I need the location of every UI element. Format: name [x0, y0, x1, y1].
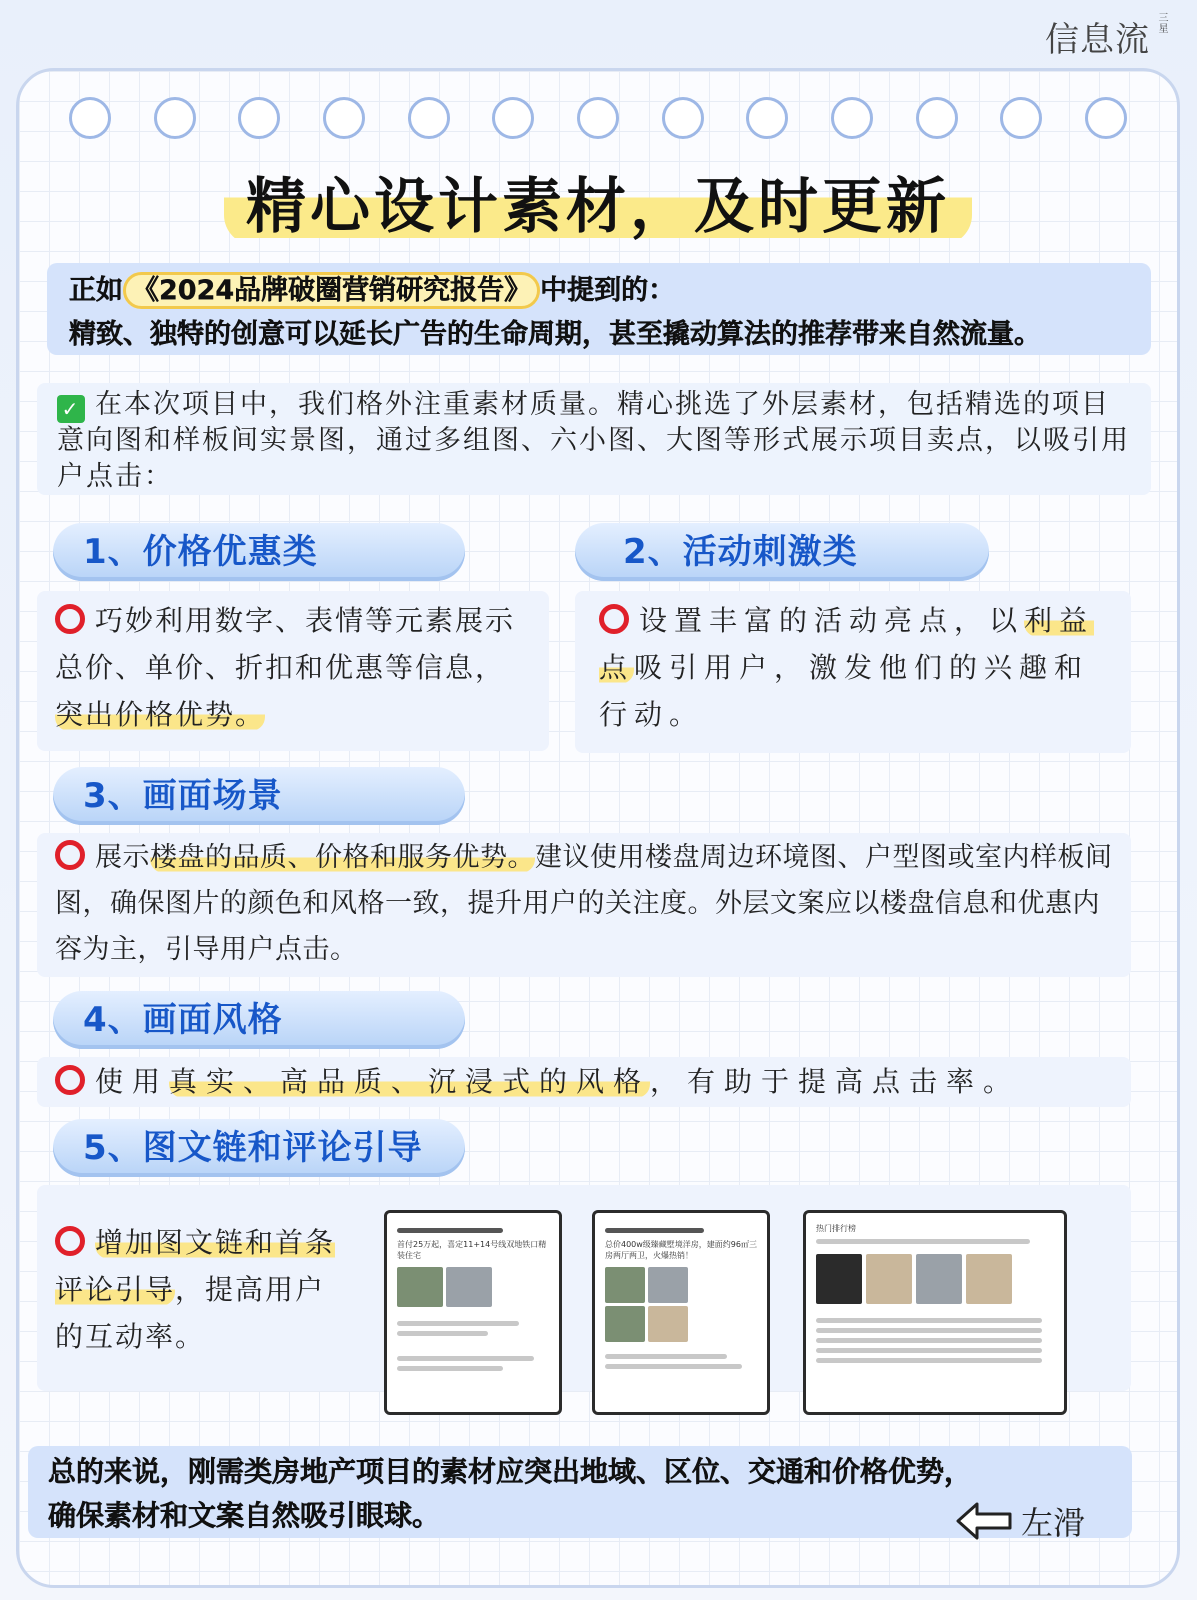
- shot-image: [605, 1267, 645, 1303]
- summary-line-2: 确保素材和文案自然吸引眼球。: [48, 1499, 441, 1532]
- report-title: 《2024品牌破圈营销研究报告》: [123, 272, 540, 309]
- ring-icon: [408, 97, 450, 139]
- section-4-box: [37, 1057, 1131, 1107]
- quote-line-2: 精致、独特的创意可以延长广告的生命周期，甚至撬动算法的推荐带来自然流量。: [69, 319, 1041, 350]
- ring-icon: [323, 97, 365, 139]
- shot-header-line: [397, 1228, 503, 1233]
- section-2-text-b: 吸引用户，激发他们的兴趣和行动。: [599, 651, 1090, 731]
- section-2-box: [575, 591, 1131, 753]
- shot-caption: 首付25万起，喜定11+14号线双地铁口精装住宅: [397, 1240, 547, 1260]
- quote-suffix: 中提到的：: [540, 275, 676, 306]
- red-circle-icon: [55, 840, 85, 870]
- swipe-hint[interactable]: [955, 1498, 1085, 1544]
- shot-image: [605, 1306, 645, 1342]
- ring-icon: [1085, 97, 1127, 139]
- red-circle-icon: [55, 1065, 85, 1095]
- ring-icon: [238, 97, 280, 139]
- shot-line: [397, 1356, 534, 1361]
- red-circle-icon: [55, 604, 85, 634]
- shot-header-line: [605, 1228, 704, 1233]
- section-1-box: [37, 591, 549, 751]
- section-5-text: [55, 1219, 335, 1360]
- ring-icon: [154, 97, 196, 139]
- section-2-text-a: 设置丰富的活动亮点，以: [639, 604, 1025, 637]
- section-5-text-b: ，提高用户的互动率。: [55, 1273, 326, 1353]
- shot-line: [605, 1354, 727, 1359]
- shot-line: [397, 1321, 519, 1326]
- summary-line-1: 总的来说，刚需类房地产项目的素材应突出地域、区位、交通和价格优势，: [48, 1455, 973, 1488]
- red-circle-icon: [599, 604, 629, 634]
- shot-image: [916, 1254, 962, 1304]
- page-title: [19, 159, 1177, 245]
- shot-caption: 总价400w级臻藏墅境洋房，建面约96㎡三房两厅两卫，火爆热销！: [605, 1240, 757, 1260]
- ring-icon: [1000, 97, 1042, 139]
- feed-screenshot-2: [592, 1210, 770, 1415]
- shot-line: [816, 1328, 1042, 1333]
- shot-images: [605, 1267, 757, 1303]
- shot-line: [605, 1364, 742, 1369]
- feed-screenshot-3: [803, 1210, 1067, 1415]
- shot-image: [446, 1267, 492, 1307]
- shot-image: [648, 1306, 688, 1342]
- section-3-heading: 3、画面场景: [53, 767, 465, 825]
- shot-line: [397, 1366, 503, 1371]
- section-3-box: [37, 833, 1131, 977]
- ring-icon: [831, 97, 873, 139]
- feed-screenshot-1: [384, 1210, 562, 1415]
- brand-sub: 三星: [1156, 12, 1167, 34]
- binder-rings: [69, 97, 1127, 139]
- shot-line: [816, 1358, 1042, 1363]
- shot-line: [397, 1331, 488, 1336]
- shot-images: [816, 1254, 1054, 1304]
- section-1-text: 巧妙利用数字、表情等元素展示总价、单价、折扣和优惠等信息，: [55, 604, 516, 684]
- quote-prefix: 正如: [69, 275, 123, 306]
- section-1-highlight: 突出价格优势。: [55, 698, 266, 731]
- swipe-label: 左滑: [1020, 1504, 1085, 1542]
- shot-line: [816, 1348, 1042, 1353]
- section-5-heading: 5、图文链和评论引导: [53, 1119, 465, 1177]
- ring-icon: [492, 97, 534, 139]
- quote-line-1: [69, 269, 1129, 313]
- section-5-highlight: 增加图文链和首条评论引导: [55, 1226, 336, 1306]
- shot-image: [816, 1254, 862, 1304]
- shot-line: [816, 1318, 1042, 1323]
- red-circle-icon: [55, 1226, 85, 1256]
- shot-line: [816, 1239, 1030, 1244]
- intro-text: 在本次项目中，我们格外注重素材质量。精心挑选了外层素材，包括精选的项目意向图和样板间实景图，通过多组图、六小图、大图等形式展示项目卖点，以吸引用户点击：: [57, 389, 1130, 492]
- shot-image: [866, 1254, 912, 1304]
- shot-image: [397, 1267, 443, 1307]
- page-title-text: 精心设计素材，及时更新: [224, 159, 972, 245]
- ring-icon: [746, 97, 788, 139]
- ring-icon: [69, 97, 111, 139]
- section-4-highlight: 真实、高品质、沉浸式的风格: [169, 1065, 651, 1098]
- shot-caption: 热门排行榜: [816, 1224, 856, 1233]
- section-4-text-b: ，有助于提高点击率。: [650, 1065, 1021, 1098]
- shot-images: [605, 1306, 757, 1342]
- brand-name: 信息流: [1045, 20, 1150, 60]
- shot-line: [816, 1338, 1042, 1343]
- shot-image: [966, 1254, 1012, 1304]
- quote-block: [47, 263, 1151, 355]
- section-3-highlight: 楼盘的品质、价格和服务优势。: [150, 842, 535, 873]
- section-2-highlight: 利益点: [599, 604, 1095, 684]
- brand-logo: [1045, 12, 1169, 61]
- arrow-left-icon: [955, 1501, 1013, 1541]
- section-1-heading: 1、价格优惠类: [53, 523, 465, 581]
- section-4-text-a: 使用: [95, 1065, 170, 1098]
- section-3-text-a: 展示: [95, 842, 150, 873]
- checkmark-icon: ✓: [57, 395, 85, 423]
- ring-icon: [916, 97, 958, 139]
- section-2-heading: 2、活动刺激类: [575, 523, 989, 581]
- shot-images: [397, 1267, 549, 1307]
- section-3-text-b: 建议使用楼盘周边环境图、户型图或室内样板间图，确保图片的颜色和风格一致，提升用户的关注度。外层文案应以楼盘信息和优惠内容为主，引导用户点击。: [55, 842, 1113, 965]
- ring-icon: [662, 97, 704, 139]
- intro-block: [37, 383, 1151, 495]
- section-4-heading: 4、画面风格: [53, 991, 465, 1049]
- ring-icon: [577, 97, 619, 139]
- shot-image: [648, 1267, 688, 1303]
